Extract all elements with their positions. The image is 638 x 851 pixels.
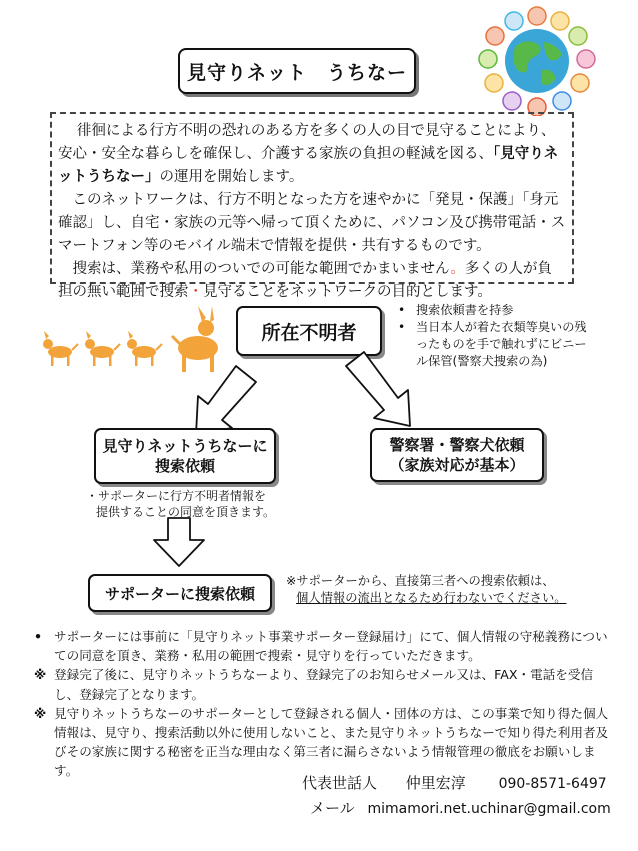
police-request-box: 警察署・警察犬依頼 （家族対応が基本） [370, 428, 544, 482]
consent-note: ・サポーターに行方不明者情報を 提供することの同意を頂きます。 [86, 489, 276, 519]
instruction-item: • 搜索依頼書を持参 [398, 303, 514, 317]
request-mimamori-box: 見守りネットうちなーに 搜索依頼 [94, 428, 276, 484]
rep-name: 仲里宏淳 [405, 774, 466, 792]
terms-notes [34, 627, 610, 781]
email-address[interactable]: mimamori.net.uchinar@gmail.com [367, 801, 611, 817]
supporter-warning-note: ※サポーターから、直接第三者への搜索依頼は、 個人情報の流出となるため行わないでください。 [286, 574, 567, 605]
phone-number[interactable]: 090-8571-6497 [498, 776, 607, 792]
note-item: ※ 見守りネットうちなーのサポーターとして登録される個人・団体の方は、この事業で知り得た個人情報は、見守り、搜索活動以外に使用しないこと、また見守りネットうちなーで知り得た利用者及びその家族に関する秘密を正当な理由なく第三者に漏らさないよう情報管理の徹底をお願いします。 [34, 705, 609, 779]
page-title: 見守りネット うちなー [178, 48, 416, 94]
arrow-to-left-box [196, 366, 256, 434]
instruction-item: • 当日本人が着た衣類等臭いの残ったものを手で触れずにビニール保管(警察犬捜索の為) [398, 320, 587, 368]
representative-contact [302, 772, 607, 793]
intro-paragraph-3: 搜索は、業務や私用のついでの可能な範囲でかまいません。多くの人が負担の無い範囲で搜索・見守ることをネットワークの目的とします。 [58, 261, 552, 300]
arrow-to-right-box [346, 352, 410, 426]
supporter-request-box: サポーターに搜索依頼 [88, 574, 272, 612]
intro-paragraph-2: このネットワークは、行方不明となった方を速やかに「発見・保護」「身元確認」し、自宅・家族の元等へ帰って頂くために、パソコン及び携帯電話・スマートフォン等のモバイル端末で情報を提供・共有するものです。 [58, 192, 566, 254]
note-item: ※ 登録完了後に、見守りネットうちなーより、登録完了のお知らせメール又は、FAX・電話を受信し、登録完了となります。 [34, 667, 594, 702]
email-contact [310, 797, 611, 818]
intro-paragraph-1: 徘徊による行方不明の恐れのある方を多くの人の目で見守ることにより、安心・安全な暮らしを確保し、介護する家族の負担の軽減を図る、「見守りネットうちなー」の運用を開始します。 [58, 123, 559, 185]
missing-person-box: 所在不明者 [236, 306, 382, 356]
mail-label: メール [310, 799, 355, 817]
rep-label: 代表世話人 [302, 774, 378, 792]
note-item: • サポーターには事前に「見守りネット事業サポーター登録届け」にて、個人情報の守秘義務についての同意を頂き、業務・私用の範囲で搜索・見守りを行っていただきます。 [34, 629, 608, 664]
arrow-down-to-support [154, 518, 204, 566]
